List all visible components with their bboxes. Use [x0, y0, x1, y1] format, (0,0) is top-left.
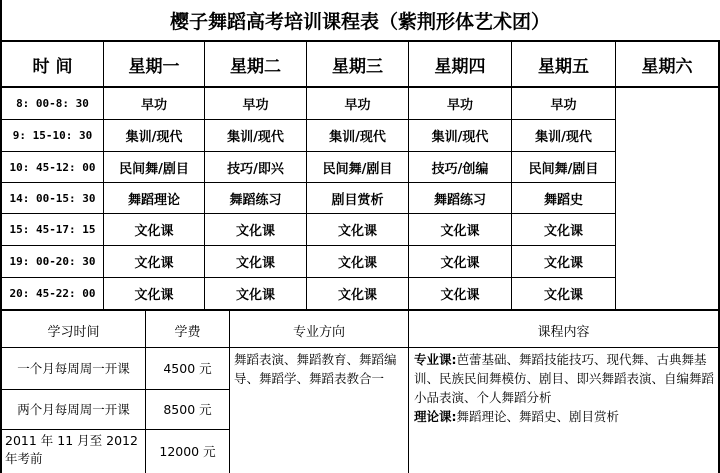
course-cell: 早功 [242, 98, 269, 113]
course-cell: 文化课 [134, 288, 174, 303]
header-day: 星期三 [332, 56, 383, 77]
course-cell: 早功 [446, 98, 473, 113]
course-cell: 民间舞/剧目 [322, 161, 393, 177]
header-time: 时 间 [32, 56, 73, 77]
header-study-time: 学习时间 [47, 324, 100, 340]
time-slot: 10: 45-12: 00 [9, 160, 96, 174]
course-cell: 技巧/创编 [431, 161, 489, 177]
course-cell: 文化课 [440, 256, 480, 271]
course-cell: 舞蹈练习 [229, 192, 282, 208]
study-time-cell: 2011 年 11 月至 2012 年考前 [5, 433, 138, 466]
course-cell: 集训/现代 [431, 130, 489, 145]
course-cell: 民间舞/剧目 [528, 161, 599, 177]
theory-label: 理论课: [414, 409, 457, 424]
course-cell: 集训/现代 [227, 130, 284, 145]
time-slot: 20: 45-22: 00 [9, 287, 96, 300]
course-cell: 集训/现代 [125, 130, 183, 145]
course-cell: 文化课 [543, 256, 583, 271]
course-cell: 文化课 [543, 224, 583, 239]
header-day: 星期四 [434, 56, 486, 77]
course-cell: 文化课 [543, 288, 583, 303]
course-cell: 集训/现代 [329, 130, 386, 145]
time-slot: 9: 15-10: 30 [12, 129, 93, 142]
header-day: 星期五 [538, 56, 589, 77]
fee-cell: 4500 元 [163, 360, 212, 376]
fee-cell: 12000 元 [159, 443, 216, 459]
fee-cell: 8500 元 [163, 401, 212, 417]
header-day: 星期六 [641, 56, 693, 77]
course-cell: 文化课 [337, 288, 377, 303]
header-content: 课程内容 [537, 324, 590, 340]
time-slot: 15: 45-17: 15 [9, 223, 96, 236]
course-cell: 早功 [550, 98, 577, 113]
header-day: 星期一 [128, 56, 180, 77]
course-cell: 舞蹈练习 [433, 192, 486, 208]
time-slot: 8: 00-8: 30 [16, 97, 89, 110]
course-cell: 文化课 [134, 256, 174, 271]
course-cell: 民间舞/剧目 [119, 161, 189, 177]
row-divider [0, 309, 720, 311]
course-cell: 舞蹈理论 [127, 192, 180, 208]
course-cell: 早功 [140, 98, 167, 113]
time-slot: 19: 00-20: 30 [9, 255, 96, 268]
major-text: 芭蕾基础、舞蹈技能技巧、现代舞、古典舞基训、民族民间舞模仿、剧目、即兴舞蹈表演、自编舞蹈小品表演、个人舞蹈分析 [414, 352, 715, 405]
study-time-cell: 一个月每周周一开课 [17, 360, 130, 376]
course-cell: 技巧/即兴 [227, 161, 284, 177]
study-time-cell: 两个月每周周一开课 [17, 401, 130, 417]
course-cell: 文化课 [235, 256, 275, 271]
header-day: 星期二 [230, 56, 281, 77]
course-cell: 文化课 [337, 256, 377, 271]
time-slot: 14: 00-15: 30 [9, 191, 96, 205]
course-cell: 文化课 [337, 224, 377, 239]
page-title: 樱子舞蹈高考培训课程表（紫荆形体艺术团） [169, 10, 550, 33]
header-fee: 学费 [174, 324, 201, 340]
course-cell: 舞蹈史 [543, 192, 583, 208]
major-label: 专业课: [414, 352, 457, 367]
course-cell: 文化课 [235, 288, 275, 303]
table-border [0, 40, 720, 42]
course-cell: 文化课 [440, 224, 480, 239]
theory-text: 舞蹈理论、舞蹈史、剧目赏析 [456, 409, 620, 424]
course-cell: 文化课 [235, 224, 275, 239]
header-direction: 专业方向 [292, 324, 345, 340]
course-content [414, 350, 714, 470]
course-cell: 文化课 [440, 288, 480, 303]
course-cell: 集训/现代 [535, 130, 592, 145]
course-cell: 早功 [344, 98, 371, 113]
course-cell: 文化课 [134, 224, 174, 239]
direction-text: 舞蹈表演、舞蹈教育、舞蹈编导、舞蹈学、舞蹈表教合一 [234, 352, 397, 386]
course-cell: 剧目赏析 [331, 192, 384, 208]
